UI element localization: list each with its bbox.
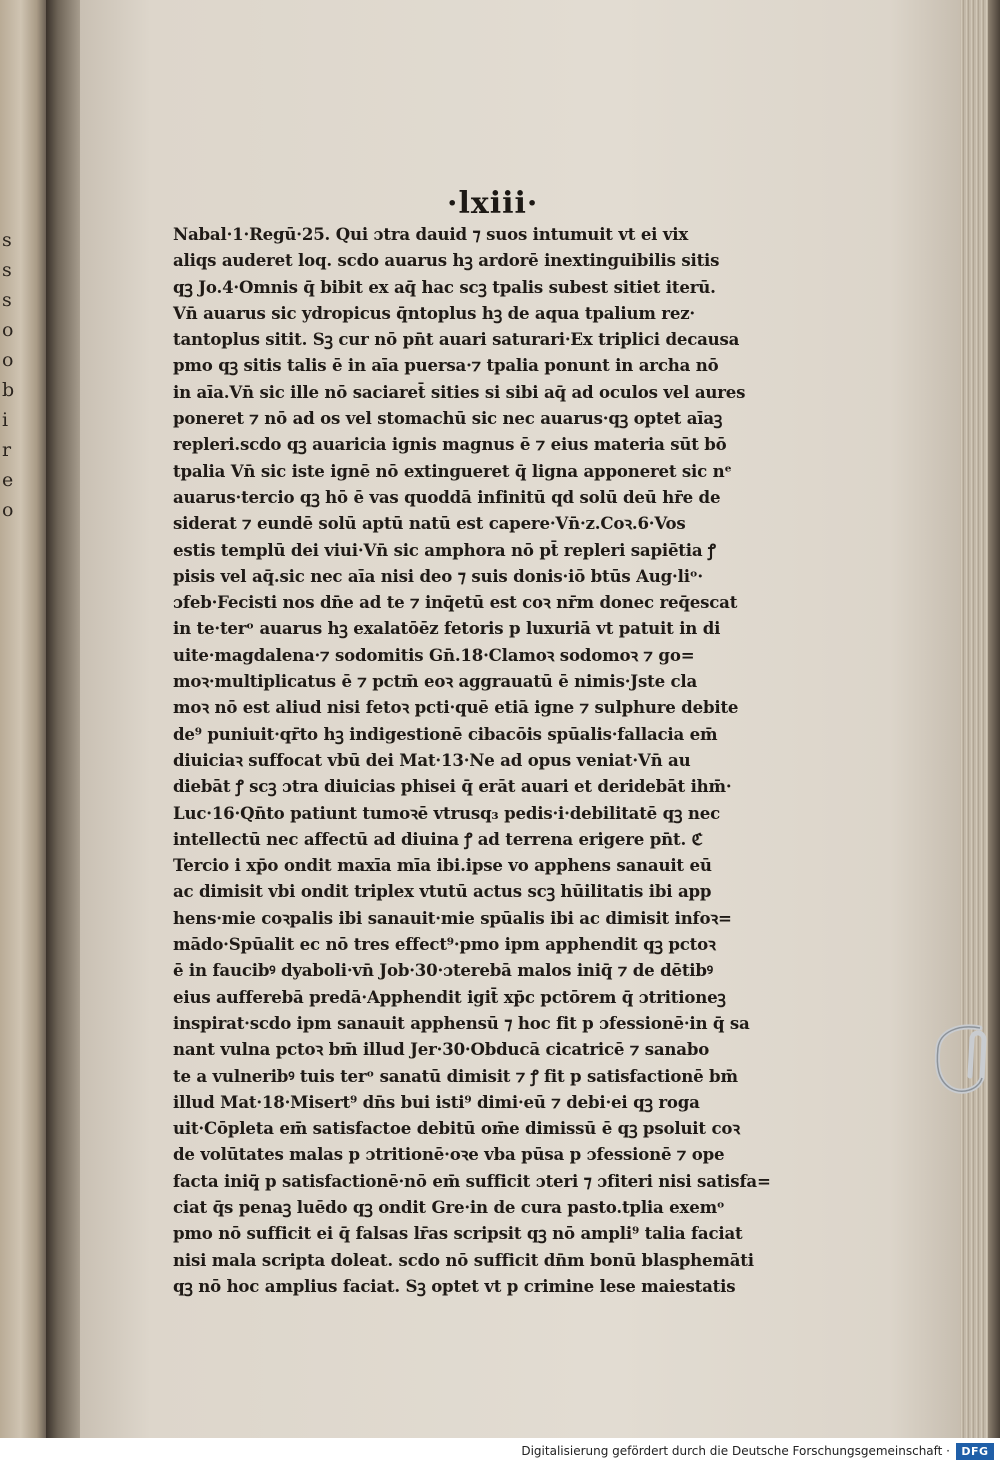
text-line: facta iniq̄ p satisfactionē·nō em̄ sufficit ɔteri ⁊ ɔfiteri nisi satisfa=: [173, 1170, 771, 1191]
text-line: diebāt ꝭ scꝫ ɔtra diuicias phisei q̄ erāt auari et deridebāt ihm̄·: [173, 776, 732, 797]
text-line: moꝛ·multiplicatus ē ⁊ pctm̄ eoꝛ aggrauatū ē nimis·Jste cla: [173, 671, 698, 692]
text-line: illud Mat·18·Misert⁹ dn̄s bui isti⁹ dimi·eū ⁊ debi·ei qꝫ roga: [173, 1091, 700, 1112]
text-line: Tercio i xp̄o ondit maxīa mīa ibi.ipse vo apphens sanauit eū: [173, 855, 712, 876]
left-margin-glyphs: s s s o o b i r e o: [2, 229, 15, 521]
footer-bar: [0, 1438, 1000, 1466]
text-line: nisi mala scripta doleat. scdo nō sufficit dn̄m bonū blasphemāti: [173, 1249, 754, 1270]
text-line: qꝫ nō hoc amplius faciat. Sꝫ optet vt p crimine lese maiestatis: [173, 1275, 736, 1296]
text-line: de volūtates malas p ɔtritionē·oꝛe vba pūsa p ɔfessionē ⁊ ope: [173, 1144, 725, 1165]
text-line: Vn̄ auarus sic ydropicus q̄ntoplus hꝫ de aqua tpalium rez·: [173, 302, 696, 323]
text-line: Luc·16·Qn̄to patiunt tumoꝛē vtrusq₃ pedis·i·debilitatē qꝫ nec: [173, 802, 721, 823]
text-line: Nabal·1·Regū·25. Qui ɔtra dauid ⁊ suos intumuit vt ei vix: [173, 224, 689, 244]
funding-credit: Digitalisierung gefördert durch die Deutsche Forschungsgemeinschaft ·: [521, 1444, 950, 1458]
folio-number: ·lxiii·: [447, 186, 539, 221]
text-line: pmo qꝫ sitis talis ē in aīa puersa·⁊ tpalia ponunt in archa nō: [173, 355, 719, 376]
text-line: pmo nō sufficit ei q̄ falsas lr̄as scripsit qꝫ nō ampli⁹ talia faciat: [173, 1223, 743, 1244]
text-line: aliqs auderet loq. scdo auarus hꝫ ardorē inextinguibilis sitis: [173, 250, 720, 271]
text-line: te a vulneribꝰ tuis terᵒ sanatū dimisit ⁊ ꝭ fit p satisfactionē bm̄: [173, 1065, 738, 1086]
text-line: mādo·Spūalit ec nō tres effect⁹·pmo ipm apphendit qꝫ pctoꝛ: [173, 934, 716, 955]
text-line: estis templū dei viui·Vn̄ sic amphora nō pt̄ repleri sapiētia ꝭ: [173, 539, 716, 560]
text-line: in te·terᵒ auarus hꝫ exalatōēz fetoris p luxuriā vt patuit in di: [173, 618, 721, 639]
text-line: auarus·tercio qꝫ hō ē vas quoddā infinitū qd solū deū hr̄e de: [173, 486, 721, 507]
text-line: uit·Cōpleta em̄ satisfactoe debitū om̄e dimissū ē qꝫ psoluit coꝛ: [173, 1118, 740, 1139]
text-line: diuiciaꝛ suffocat vbū dei Mat·13·Ne ad opus veniat·Vn̄ au: [173, 749, 691, 770]
text-line: hens·mie coꝛpalis ibi sanauit·mie spūalis ibi ac dimisit infoꝛ=: [173, 907, 732, 928]
left-page-edge: [0, 0, 46, 1438]
text-line: ɔfeb·Fecisti nos dn̄e ad te ⁊ inq̄etū est coꝛ nr̄m donec req̄escat: [173, 592, 738, 613]
text-line: pisis vel aq̄.sic nec aīa nisi deo ⁊ suis donis·iō btūs Aug·liᵒ·: [173, 565, 703, 586]
text-line: moꝛ nō est aliud nisi fetoꝛ pcti·quē etiā igne ⁊ sulphure debite: [173, 697, 739, 718]
paper-clip-icon: [928, 1018, 988, 1098]
text-line: ac dimisit vbi ondit triplex vtutū actus scꝫ hūilitatis ibi app: [173, 881, 712, 902]
text-line: eius aufferebā predā·Apphendit igit̄ xp̄c pctōrem q̄ ɔtritioneꝫ: [173, 986, 726, 1007]
text-line: poneret ⁊ nō ad os vel stomachū sic nec auarus·qꝫ optet aīaꝫ: [173, 408, 723, 429]
text-line: repleri.scdo qꝫ auaricia ignis magnus ē ⁊ eius materia sūt bō: [173, 434, 727, 455]
dfg-logo: DFG: [956, 1443, 994, 1460]
text-line: siderat ⁊ eundē solū aptū natū est capere·Vn̄·z.Coꝛ.6·Vos: [173, 513, 686, 534]
book-gutter: [46, 0, 80, 1438]
text-line: de⁹ puniuit·qr̄to hꝫ indigestionē cibacōis spūalis·fallacia em̄: [173, 723, 718, 744]
text-line: qꝫ Jo.4·Omnis q̄ bibit ex aq̄ hac scꝫ tpalis subest sitiet iterū.: [173, 276, 716, 297]
text-line: in aīa.Vn̄ sic ille nō saciaret̄ sities si sibi aq̄ ad oculos vel aures: [173, 381, 746, 402]
text-line: ciat q̄s penaꝫ luēdo qꝫ ondit Gre·in de cura pasto.tplia exemᵒ: [173, 1196, 725, 1217]
page-edge-shadow: [988, 0, 1000, 1438]
text-line: tantoplus sitit. Sꝫ cur nō pn̄t auari saturari·Ex triplici decausa: [173, 329, 740, 350]
text-line: uite·magdalena·⁊ sodomitis Gn̄.18·Clamoꝛ sodomoꝛ ⁊ go=: [173, 644, 695, 665]
text-line: intellectū nec affectū ad diuina ꝭ ad terrena erigere pn̄t. ℭ: [173, 828, 703, 849]
text-line: nant vulna pctoꝛ bm̄ illud Jer·30·Obducā cicatricē ⁊ sanabo: [173, 1039, 710, 1060]
text-line: ē in faucibꝰ dyaboli·vn̄ Job·30·ɔterebā malos iniq̄ ⁊ de dētibꝰ: [173, 960, 713, 981]
main-text-block: [173, 221, 773, 1299]
text-line: tpalia Vn̄ sic iste ignē nō extingueret q̄ ligna apponeret sic nᵉ: [173, 460, 732, 481]
text-line: inspirat·scdo ipm sanauit apphensū ⁊ hoc fit p ɔfessionē·in q̄ sa: [173, 1012, 750, 1033]
